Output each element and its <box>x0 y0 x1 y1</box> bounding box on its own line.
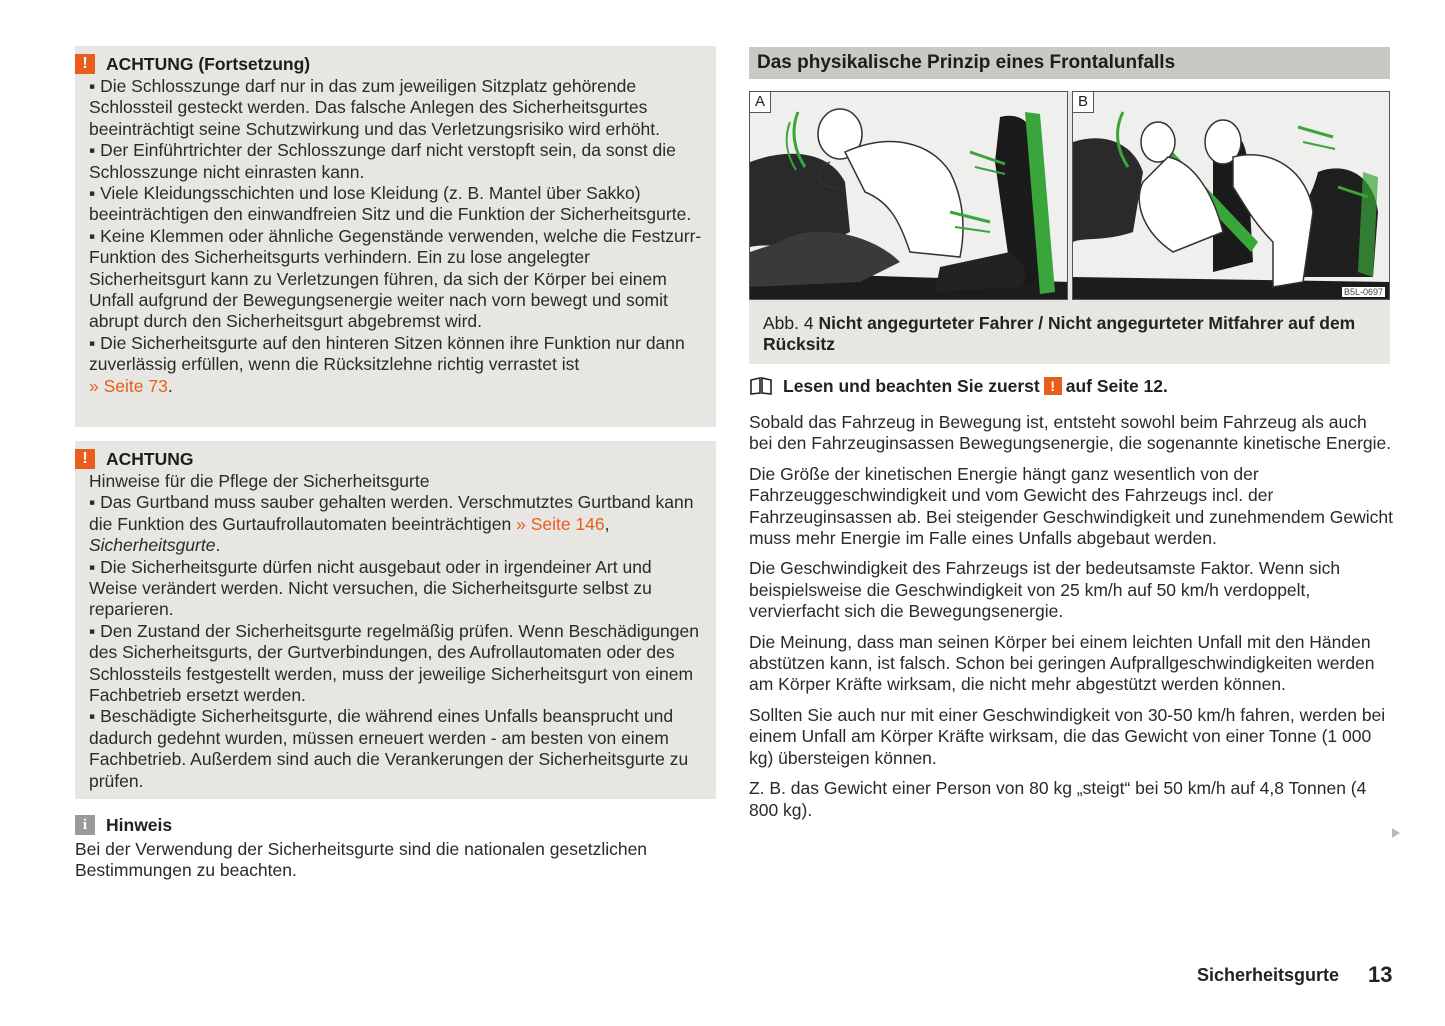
book-icon <box>749 377 773 395</box>
note-text: Bei der Verwendung der Sicherheitsgurte sind die nationalen gesetzlichen Bestimmungen zu beachten. <box>75 839 648 881</box>
warning-icon: ! <box>75 54 95 74</box>
warning-link-line: » Seite 73. <box>89 375 173 396</box>
warning-title: ACHTUNG <box>106 448 194 469</box>
note-box <box>75 813 716 882</box>
rear-passenger-illustration <box>1073 92 1390 300</box>
info-icon: i <box>75 815 95 835</box>
figure-panel-a <box>749 91 1068 300</box>
warning-paragraph: ▪ Das Gurtband muss sauber gehalten werden. Verschmutztes Gurtband kann die Funktion des Gurtaufrollautomaten beeinträchtigen » Seite 146, Sicherheitsgurte. <box>89 492 694 556</box>
warning-paragraph: ▪ Die Sicherheitsgurte auf den hinteren Sitzen können ihre Funktion nur dann zuverlässig erfüllen, wenn die Rücksitzlehne richtig verrastet ist <box>89 332 685 375</box>
warning-body <box>89 76 704 397</box>
driver-illustration <box>750 92 1068 300</box>
figure-panel-b <box>1072 91 1390 300</box>
warning-paragraph: ▪ Den Zustand der Sicherheitsgurte regelmäßig prüfen. Wenn Beschädigungen des Sicherheitsgurts, der Gurtverbindungen, des Aufrollautomaten oder des Schlossteils festgestellt werden, muss der jeweilige Sicherheitsgurt von einem Fachbetrieb ersetzt werden. <box>89 620 699 706</box>
note-title: Hinweis <box>106 814 173 835</box>
warning-paragraph: ▪ Beschädigte Sicherheitsgurte, die während eines Unfalls beansprucht und dadurch gedehnt wurden, müssen erneuert werden - am besten von einem Fachbetrieb. Außerdem sind auch die Verankerungen der Sicherheitsgurte zu prüfen. <box>89 706 689 791</box>
warning-icon: ! <box>1044 377 1062 395</box>
warning-paragraph: ▪ Keine Klemmen oder ähnliche Gegenstände verwenden, welche die Festzurr-Funktion des Sicherheitsgurts verhindern. Ein zu lose angelegter Sicherheitsgurt kann zu Verletzungen führen, da sich der Körper bei einem Unfall aufgrund der Bewegungsenergie weiter nach vorn bewegt und somit abrupt durch den Sicherheitsgurt abgebremst wird. <box>89 225 702 332</box>
warning-paragraph: ▪ Viele Kleidungsschichten und lose Kleidung (z. B. Mantel über Sakko) beeinträchtigen den einwandfreien Sitz und die Funktion der Sicherheitsgurte. <box>89 183 692 225</box>
page-number: 13 <box>1368 962 1393 987</box>
warning-paragraph: ▪ Der Einführtrichter der Schlosszunge darf nicht verstopft sein, da sonst die Schlosszunge nicht einrasten kann. <box>89 140 676 182</box>
section-title: Das physikalische Prinzip eines Frontalunfalls <box>749 47 1390 79</box>
warning-title: ACHTUNG (Fortsetzung) <box>106 53 311 74</box>
read-first-page[interactable]: auf Seite 12. <box>1065 375 1168 396</box>
body-text <box>749 412 1394 830</box>
warning-box <box>75 441 716 799</box>
body-paragraph: Die Geschwindigkeit des Fahrzeugs ist der bedeutsamste Faktor. Wenn sich beispielsweise die Geschwindigkeit von 25 km/h auf 50 km/h verdoppelt, vervierfacht sich die Bewegungsenergie. <box>749 558 1341 622</box>
figure-code: B5L-0697 <box>1343 287 1383 297</box>
figure-caption <box>763 313 1383 356</box>
figure-caption-text: Nicht angegurteter Fahrer / Nicht angegurteter Mitfahrer auf dem Rücksitz <box>763 313 1356 355</box>
body-paragraph: Die Größe der kinetischen Energie hängt ganz wesentlich von der Fahrzeuggeschwindigkeit und vom Gewicht des Fahrzeugs incl. der Fahrzeuginsassen ab. Bei steigender Geschwindigkeit und zunehmendem Gewicht muss mehr Energie im Falle eines Unfalls abgebaut werden. <box>749 463 1393 549</box>
warning-paragraph: ▪ Die Sicherheitsgurte dürfen nicht ausgebaut oder in irgendeiner Art und Weise verändert werden. Nicht versuchen, die Sicherheitsgurte selbst zu reparieren. <box>89 556 652 620</box>
warning-text: ▪ Das Gurtband muss sauber gehalten werden. Verschmutztes Gurtband kann die Funktion des Gurtaufrollautomaten beeinträchtigen <box>89 492 694 534</box>
continue-arrow-icon <box>1392 828 1400 838</box>
figure-number: Abb. 4 <box>763 313 814 333</box>
footer-section: Sicherheitsgurte <box>1197 965 1340 985</box>
warning-header <box>75 447 704 471</box>
body-paragraph: Sobald das Fahrzeug in Bewegung ist, entsteht sowohl beim Fahrzeug als auch bei den Fahrzeuginsassen Bewegungsenergie, die sogenannte kinetische Energie. <box>749 412 1392 454</box>
body-paragraph: Sollten Sie auch nur mit einer Geschwindigkeit von 30-50 km/h fahren, werden bei einem Unfall am Körper Kräfte wirksam, die das Gewicht von einer Tonne (1 000 kg) übersteigen können. <box>749 704 1386 768</box>
body-paragraph: Z. B. das Gewicht einer Person von 80 kg „steigt“ bei 50 km/h auf 4,8 Tonnen (4 800 kg). <box>749 778 1367 820</box>
read-first-note <box>749 374 1390 398</box>
warning-body <box>89 471 704 792</box>
page-link[interactable]: » Seite 146 <box>516 513 605 534</box>
warning-italic-ref: Sicherheitsgurte <box>89 535 216 556</box>
warning-paragraph: ▪ Die Schlosszunge darf nur in das zum jeweiligen Sitzplatz gehörende Schlossteil gesteckt werden. Das falsche Anlegen des Sicherheitsgurtes beeinträchtigt seine Schutzwirkung und das Verletzungsrisiko wird erhöht. <box>89 76 661 139</box>
warning-header <box>75 52 704 76</box>
warning-intro: Hinweise für die Pflege der Sicherheitsgurte <box>89 471 430 491</box>
panel-label-a: A <box>750 92 771 113</box>
panel-label-b: B <box>1073 92 1094 113</box>
warning-box-continued <box>75 46 716 427</box>
body-paragraph: Die Meinung, dass man seinen Körper bei einem leichten Unfall mit den Händen abstützen kann, ist falsch. Schon bei geringen Aufprallgeschwindigkeiten werden am Körper Kräfte wirksam, die nicht mehr abgestützt werden können. <box>749 631 1375 695</box>
read-first-text: Lesen und beachten Sie zuerst <box>783 375 1040 396</box>
note-header <box>75 813 716 837</box>
figure-4 <box>749 91 1390 364</box>
page-link[interactable]: » Seite 73 <box>89 375 168 396</box>
warning-icon: ! <box>75 449 95 469</box>
